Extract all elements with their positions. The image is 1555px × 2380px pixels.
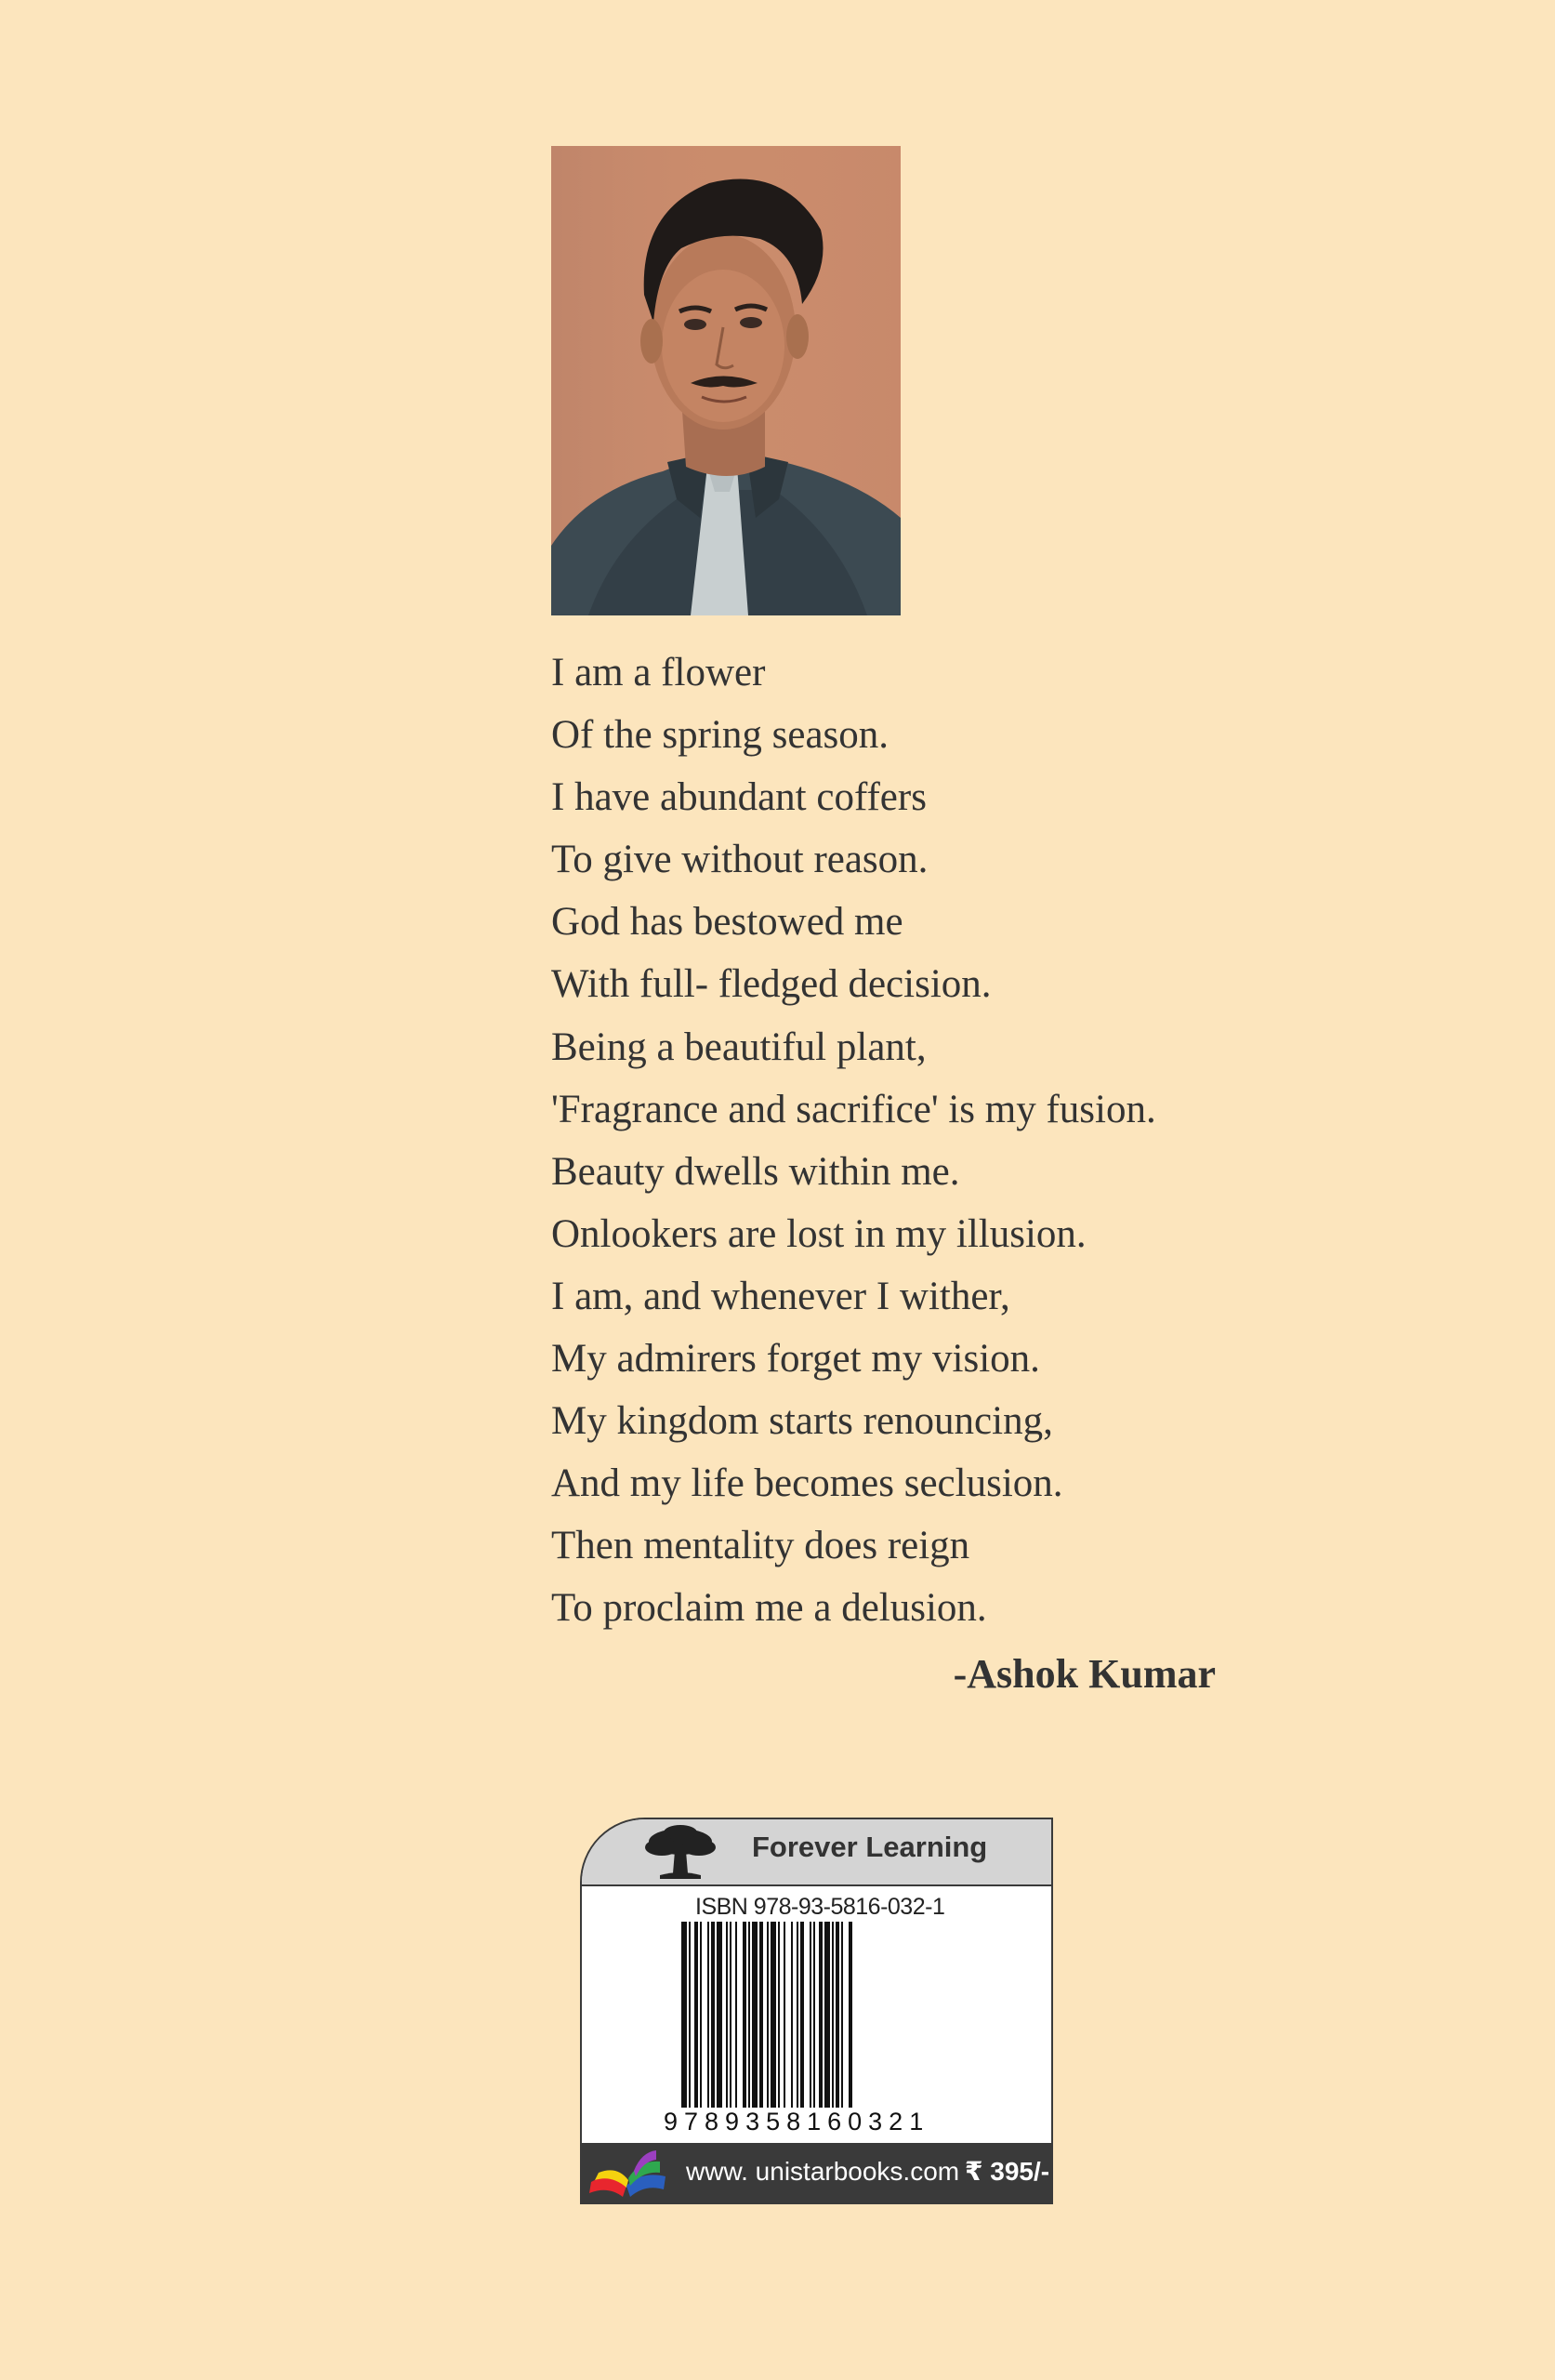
barcode-bar [836,1922,839,2112]
barcode-bar [778,1922,780,2112]
barcode-bar [717,1922,722,2112]
poem-line: To proclaim me a delusion. [551,1586,987,1631]
barcode-bar [819,1922,823,2112]
isbn-number: ISBN 978-93-5816-032-1 [695,1894,945,1920]
barcode-digits: 9789358160321 [664,2108,930,2135]
poem-line: Beauty dwells within me. [551,1149,960,1194]
barcode-bar [784,1922,785,2112]
poem-line: My admirers forget my vision. [551,1337,1040,1382]
poem [551,641,1258,1640]
poem-line: I have abundant coffers [551,775,927,820]
barcode-bar [797,1922,798,2112]
barcode [681,1922,951,2131]
poem-line: God has bestowed me [551,900,903,945]
barcode-bar [730,1922,731,2112]
barcode-bar [711,1922,715,2112]
barcode-bar [735,1922,737,2112]
poem-line: My kingdom starts renouncing, [551,1399,1053,1444]
barcode-bar [810,1922,811,2112]
barcode-bar [771,1922,776,2131]
isbn-label-footer [582,2143,1051,2202]
isbn-label [580,1818,1053,2204]
barcode-bar [791,1922,793,2112]
barcode-bar [681,1922,687,2131]
isbn-label-header [582,1819,1051,1886]
open-book-logo-icon [586,2145,669,2204]
barcode-bar [832,1922,834,2112]
barcode-bar [689,1922,691,2131]
poem-line: 'Fragrance and sacrifice' is my fusion. [551,1087,1156,1131]
poem-line: And my life becomes seclusion. [551,1461,1063,1506]
poem-line: Of the spring season. [551,713,890,758]
poem-author: -Ashok Kumar [953,1651,1216,1697]
barcode-bar [841,1922,843,2131]
barcode-bar [743,1922,746,2112]
barcode-bar [694,1922,698,2112]
barcode-bar [800,1922,804,2112]
barcode-bar [824,1922,830,2112]
tree-icon [641,1823,719,1885]
poem-line: I am a flower [551,651,766,694]
barcode-bar [849,1922,852,2131]
barcode-bar [707,1922,709,2112]
barcode-bar [726,1922,728,2112]
barcode-bar [700,1922,702,2112]
price-label: ₹ 395/- [965,2157,1050,2186]
author-photo [551,146,901,615]
barcode-bar [767,1922,769,2131]
barcode-bar [759,1922,763,2112]
poem-line: With full- fledged decision. [551,962,992,1007]
poem-line: Being a beautiful plant, [551,1025,927,1069]
barcode-bar [748,1922,750,2112]
poem-line: To give without reason. [551,838,929,882]
publisher-website: www. unistarbooks.com [686,2157,960,2186]
poem-line: Then mentality does reign [551,1524,970,1568]
barcode-bar [752,1922,758,2112]
motto-text: Forever Learning [752,1831,988,1863]
poem-line: Onlookers are lost in my illusion. [551,1211,1087,1256]
poem-line: I am, and whenever I wither, [551,1274,1010,1318]
barcode-bar [813,1922,815,2112]
